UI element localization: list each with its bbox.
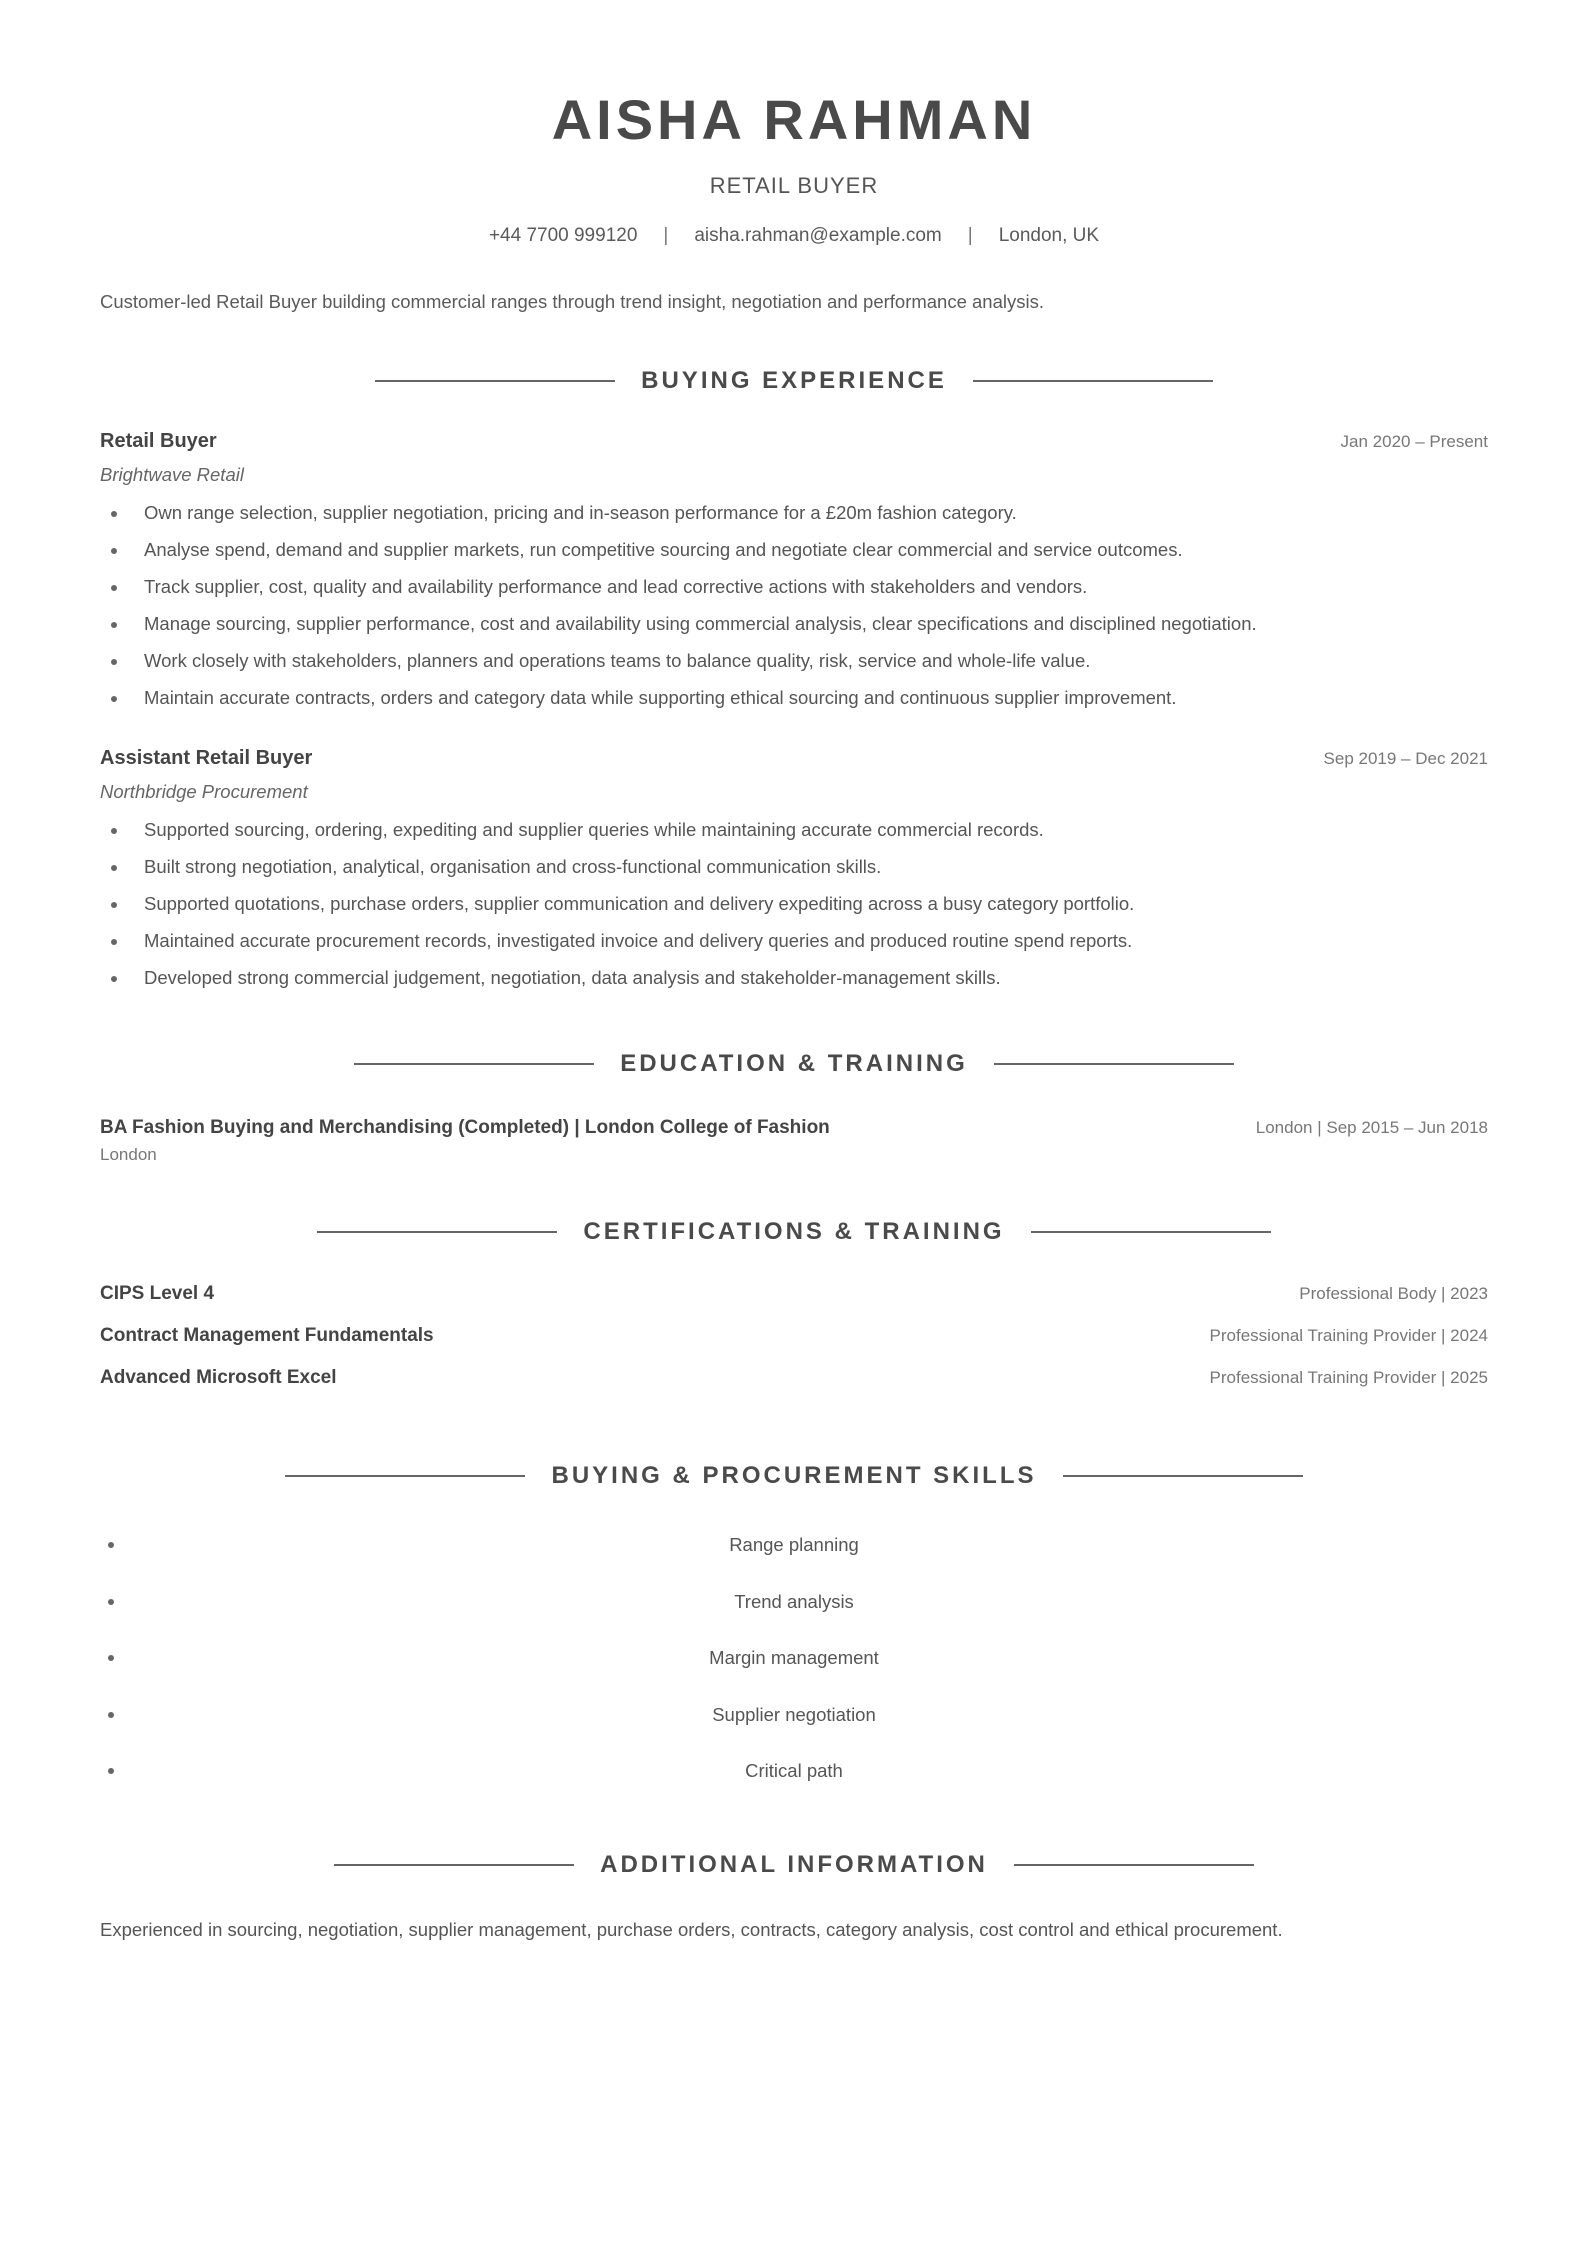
bullet-item: Maintain accurate contracts, orders and category data while supporting ethical sourcing and continuous supplier improvement. <box>100 680 1488 717</box>
skill-item: Trend analysis <box>100 1590 1488 1647</box>
section-heading-education <box>100 1049 1488 1079</box>
contact-separator: | <box>663 225 669 246</box>
email-address: aisha.rahman@example.com <box>694 225 942 246</box>
divider <box>285 1475 525 1477</box>
bullet-item: Built strong negotiation, analytical, organisation and cross-functional communication skills. <box>100 849 1488 886</box>
contact-line <box>100 224 1488 248</box>
certification-item <box>100 1283 1488 1325</box>
divider <box>1014 1864 1254 1866</box>
job-bullets <box>100 812 1488 997</box>
job-role: Retail Buyer <box>100 430 217 452</box>
bullet-item: Supported quotations, purchase orders, supplier communication and delivery expediting across a busy category portfolio. <box>100 886 1488 923</box>
section-heading-experience <box>100 366 1488 396</box>
profile-summary: Customer-led Retail Buyer building commercial ranges through trend insight, negotiation and performance analysis. <box>100 291 1044 312</box>
bullet-item: Maintained accurate procurement records, investigated invoice and delivery queries and produced routine spend reports. <box>100 923 1488 960</box>
job-dates: Jan 2020 – Present <box>1340 432 1488 451</box>
certification-meta: Professional Body | 2023 <box>1299 1284 1488 1303</box>
job-entry <box>100 747 1488 997</box>
job-company: Northbridge Procurement <box>100 781 308 802</box>
candidate-name: AISHA RAHMAN <box>551 88 1037 151</box>
certification-name: Contract Management Fundamentals <box>100 1325 434 1346</box>
bullet-item: Work closely with stakeholders, planners and operations teams to balance quality, risk, service and whole-life value. <box>100 643 1488 680</box>
divider <box>317 1231 557 1233</box>
phone-number: +44 7700 999120 <box>488 225 638 246</box>
skill-item: Critical path <box>100 1759 1488 1816</box>
bullet-item: Supported sourcing, ordering, expediting and supplier queries while maintaining accurate commercial records. <box>100 812 1488 849</box>
skill-item: Supplier negotiation <box>100 1703 1488 1760</box>
bullet-item: Track supplier, cost, quality and availability performance and lead corrective actions with stakeholders and vendors. <box>100 569 1488 606</box>
job-bullets <box>100 495 1488 717</box>
divider <box>1031 1231 1271 1233</box>
contact-separator: | <box>967 225 973 246</box>
certification-item <box>100 1325 1488 1367</box>
section-heading-certifications <box>100 1217 1488 1247</box>
divider <box>354 1063 594 1065</box>
divider <box>1063 1475 1303 1477</box>
bullet-item: Manage sourcing, supplier performance, cost and availability using commercial analysis, clear specifications and disciplined negotiation. <box>100 606 1488 643</box>
section-heading-additional <box>100 1850 1488 1880</box>
certification-item <box>100 1367 1488 1409</box>
section-title: EDUCATION & TRAINING <box>620 1050 968 1077</box>
job-role: Assistant Retail Buyer <box>100 747 313 769</box>
certification-name: CIPS Level 4 <box>100 1283 215 1304</box>
education-title: BA Fashion Buying and Merchandising (Completed) | London College of Fashion <box>100 1117 830 1138</box>
job-entry <box>100 430 1488 717</box>
divider <box>375 380 615 382</box>
certification-name: Advanced Microsoft Excel <box>100 1367 337 1388</box>
location: London, UK <box>998 225 1100 246</box>
skill-item: Margin management <box>100 1646 1488 1703</box>
bullet-item: Own range selection, supplier negotiation, pricing and in-season performance for a £20m fashion category. <box>100 495 1488 532</box>
divider <box>994 1063 1234 1065</box>
bullet-item: Analyse spend, demand and supplier markets, run competitive sourcing and negotiate clear commercial and service outcomes. <box>100 532 1488 569</box>
divider <box>973 380 1213 382</box>
section-heading-skills <box>100 1461 1488 1491</box>
education-location: London <box>100 1145 157 1164</box>
certification-meta: Professional Training Provider | 2025 <box>1209 1368 1488 1387</box>
section-title: ADDITIONAL INFORMATION <box>600 1850 988 1878</box>
skill-item: Range planning <box>100 1533 1488 1590</box>
section-title: CERTIFICATIONS & TRAINING <box>583 1218 1005 1245</box>
section-title: BUYING & PROCUREMENT SKILLS <box>551 1462 1037 1489</box>
certifications-list <box>100 1283 1488 1409</box>
certification-meta: Professional Training Provider | 2024 <box>1209 1326 1488 1345</box>
additional-information: Experienced in sourcing, negotiation, supplier management, purchase orders, contracts, category analysis, cost control and ethical procurement. <box>100 1918 1283 1940</box>
education-entry <box>100 1117 1488 1165</box>
education-meta: London | Sep 2015 – Jun 2018 <box>1255 1118 1488 1137</box>
candidate-title: RETAIL BUYER <box>709 173 879 198</box>
skills-list <box>100 1533 1488 1816</box>
divider <box>334 1864 574 1866</box>
job-dates: Sep 2019 – Dec 2021 <box>1323 749 1488 768</box>
section-title: BUYING EXPERIENCE <box>641 367 947 394</box>
job-company: Brightwave Retail <box>100 464 244 485</box>
bullet-item: Developed strong commercial judgement, negotiation, data analysis and stakeholder-management skills. <box>100 960 1488 997</box>
